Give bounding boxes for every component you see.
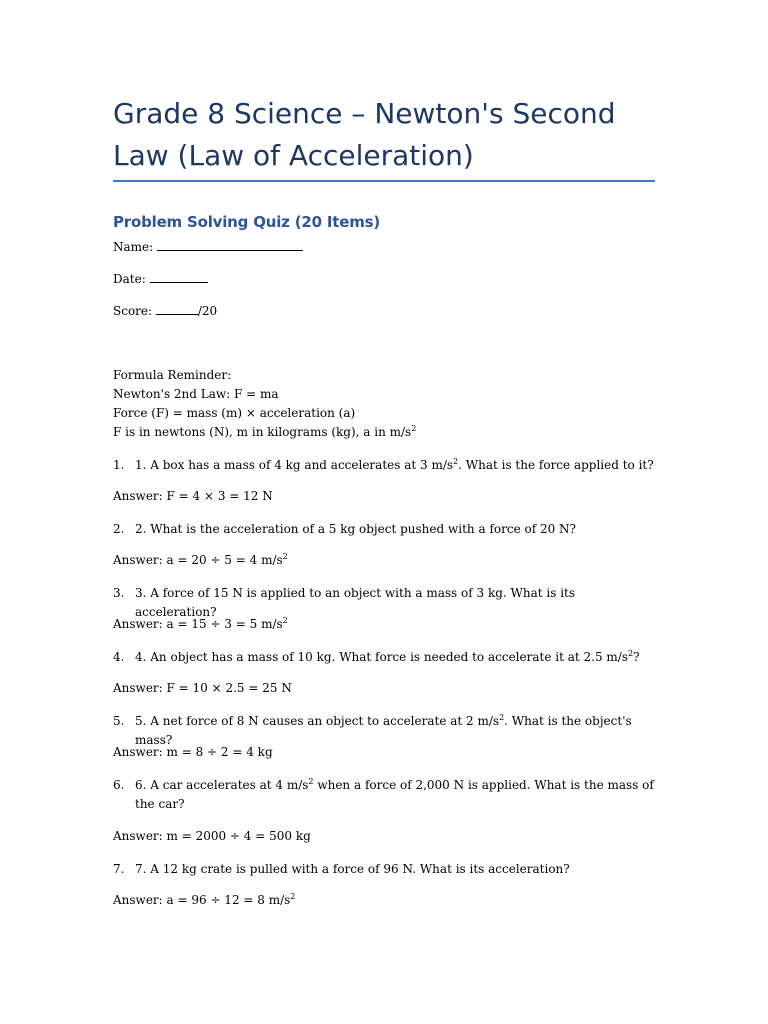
score-field — [113, 302, 217, 321]
answer-superscript: 2 — [290, 892, 296, 901]
question-superscript: 2 — [453, 457, 459, 466]
answer-superscript: 2 — [282, 552, 288, 561]
answer-line: Answer: m = 2000 ÷ 4 = 500 kg — [113, 829, 311, 843]
answer-line: Answer: F = 4 × 3 = 12 N — [113, 489, 273, 503]
formula-line-3-text: F is in newtons (N), m in kilograms (kg), a in m/s — [113, 425, 412, 439]
document-title: Grade 8 Science – Newton's Second Law (Law of Acceleration) — [113, 97, 616, 172]
question-text: 4. An object has a mass of 10 kg. What force is needed to accelerate it at 2.5 $m/s^2$? — [135, 649, 640, 664]
question-text: 7. A 12 kg crate is pulled with a force of 96 N. What is its acceleration? — [135, 862, 570, 876]
formula-line-3-sup: 2 — [411, 424, 417, 433]
date-field — [113, 270, 208, 289]
question-number: 7. — [113, 862, 125, 876]
date-blank — [150, 270, 208, 283]
score-blank — [156, 302, 198, 315]
answer-superscript: 2 — [282, 616, 288, 625]
question-superscript: 2 — [627, 649, 634, 658]
score-total: /20 — [197, 304, 218, 318]
question-number: 2. — [113, 522, 125, 536]
question-number: 1. — [113, 458, 125, 472]
answer-line: Answer: a = 96 ÷ 12 = 8 $m/s^2$ — [113, 892, 296, 907]
question-text: 1. A box has a mass of 4 kg and accelerates at 3 $m/s^2$. What is the force applied to it? — [135, 457, 654, 472]
formula-heading: Formula Reminder: — [113, 368, 232, 382]
question-number: 3. — [113, 586, 125, 600]
quiz-subtitle: Problem Solving Quiz (20 Items) — [113, 213, 381, 231]
answer-line: Answer: a = 20 ÷ 5 = 4 $m/s^2$ — [113, 552, 288, 567]
question-text: 6. A car accelerates at 4 $m/s^2$ when a force of 2,000 N is applied. What is the mass of the car? — [135, 777, 654, 811]
name-field — [113, 238, 303, 257]
formula-line-3 — [113, 423, 416, 442]
name-blank — [157, 238, 303, 251]
question-number: 5. — [113, 714, 125, 728]
question-superscript: 2 — [308, 777, 314, 786]
date-label: Date: — [113, 272, 146, 286]
score-label: Score: — [113, 304, 153, 318]
title-underline — [113, 180, 655, 182]
answer-line: Answer: F = 10 × 2.5 = 25 N — [113, 681, 292, 695]
question-text: 3. A force of 15 N is applied to an object with a mass of 3 kg. What is its acceleration? — [135, 586, 576, 619]
question-superscript: 2 — [499, 713, 505, 722]
name-label: Name: — [113, 240, 154, 254]
question-text: 5. A net force of 8 N causes an object to accelerate at 2 $m/s^2$. What is the object's mass? — [135, 713, 632, 747]
formula-line-1: Newton's 2nd Law: F = ma — [113, 387, 279, 401]
question-number: 4. — [113, 650, 125, 664]
answer-line: Answer: a = 15 ÷ 3 = 5 $m/s^2$ — [113, 616, 288, 631]
question-text: 2. What is the acceleration of a 5 kg object pushed with a force of 20 N? — [135, 522, 576, 536]
answer-line: Answer: m = 8 ÷ 2 = 4 kg — [113, 745, 273, 759]
formula-line-2: Force (F) = mass (m) × acceleration (a) — [113, 406, 356, 420]
question-number: 6. — [113, 778, 125, 792]
